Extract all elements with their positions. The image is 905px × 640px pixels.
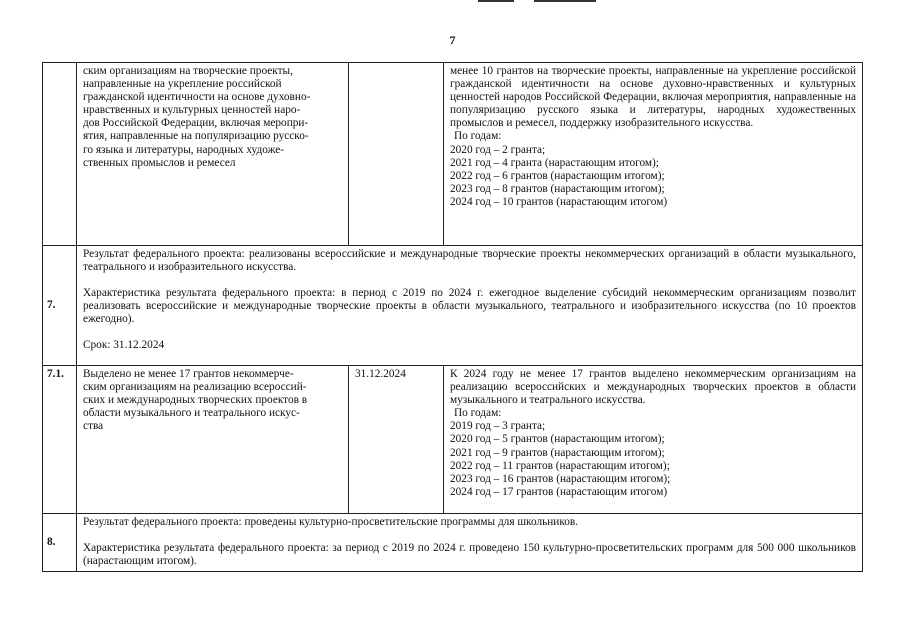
characteristic-text: менее 10 грантов на творческие проекты, направленные на укрепление российской гражданской идентичности на основе духовно-нравственных и культурных ценностей народов Российской Федерации, включая мероприятия, направленные на популяризацию русского языка и литературы, народных художественных промыслов и ремесел, поддержку изобразительного искусства. — [450, 65, 856, 130]
section-result: Результат федерального проекта: реализованы всероссийские и международные творческие проекты некоммерческих организаций в области музыкального, театрального и изобразительного искусства. — [83, 248, 856, 274]
year-item: 2023 год – 8 грантов (нарастающим итогом); — [450, 182, 665, 195]
by-years-label: По годам: — [454, 130, 502, 143]
result-line: дов Российской Федерации, включая меропри- — [83, 117, 309, 130]
year-item: 2022 год – 6 грантов (нарастающим итогом); — [450, 169, 665, 182]
result-line: гражданской идентичности на основе духовно- — [83, 91, 311, 104]
section-number: 7. — [43, 246, 77, 366]
results-table — [42, 62, 862, 572]
result-line: ства — [83, 420, 104, 433]
result-line: ских и международных творческих проектов в — [83, 394, 308, 407]
characteristic-cell — [444, 63, 863, 246]
characteristic-cell — [444, 366, 863, 514]
result-line: го языка и литературы, народных художе- — [83, 143, 285, 156]
result-line: нравственных и культурных ценностей наро- — [83, 104, 301, 117]
year-item: 2020 год – 2 гранта; — [450, 143, 546, 156]
deadline-cell — [349, 63, 444, 246]
result-line: ятия, направленные на популяризацию русско- — [83, 130, 309, 143]
section-deadline: Срок: 31.12.2024 — [83, 339, 165, 352]
result-cell — [77, 366, 349, 514]
top-mark-right — [534, 0, 596, 2]
table-row-section-8 — [43, 514, 863, 572]
result-line: Выделено не менее 17 грантов некоммерче- — [83, 368, 294, 380]
year-item: 2021 год – 4 гранта (нарастающим итогом); — [450, 156, 659, 169]
result-line: ским организациям на реализацию всероссий- — [83, 381, 307, 394]
section-number: 8. — [43, 514, 77, 572]
result-line: области музыкального и театрального искус- — [83, 407, 300, 420]
year-item: 2022 год – 11 грантов (нарастающим итогом); — [450, 459, 670, 472]
top-mark-left — [478, 0, 514, 2]
year-item: 2020 год – 5 грантов (нарастающим итогом); — [450, 433, 665, 446]
year-item: 2019 год – 3 гранта; — [450, 420, 546, 433]
by-years-label: По годам: — [454, 407, 502, 420]
section-characteristic: Характеристика результата федерального проекта: за период с 2019 по 2024 г. проведено 150 культурно-просветительских программ для 500 000 школьников (нарастающим итогом). — [83, 542, 856, 568]
page-number: 7 — [449, 33, 456, 47]
result-line: ским организациям на творческие проекты, — [83, 65, 293, 77]
row-number: 7.1. — [43, 366, 77, 514]
result-line: направленные на укрепление российской — [83, 78, 282, 91]
deadline-cell: 31.12.2024 — [349, 366, 444, 514]
section-characteristic: Характеристика результата федерального проекта: в период с 2019 по 2024 г. ежегодное выделение субсидий некоммерческим организациям позволит реализовать всероссийские и международные творческие проекты в области музыкального, театрального и изобразительного искусства (по 10 проектов ежегодно). — [83, 287, 856, 326]
table-row-7-1 — [43, 366, 863, 514]
characteristic-text: К 2024 году не менее 17 грантов выделено некоммерческим организациям на реализацию всероссийских и международных творческих проектов в области музыкального и театрального искусства. — [450, 368, 856, 407]
section-cell — [77, 246, 863, 366]
year-item: 2024 год – 10 грантов (нарастающим итогом) — [450, 195, 668, 208]
table-row-continuation — [43, 63, 863, 246]
year-item: 2021 год – 9 грантов (нарастающим итогом); — [450, 446, 665, 459]
row-number-cell — [43, 63, 77, 246]
year-item: 2023 год – 16 грантов (нарастающим итогом); — [450, 472, 671, 485]
result-cell — [77, 63, 349, 246]
year-item: 2024 год – 17 грантов (нарастающим итогом) — [450, 485, 668, 498]
table-row-section-7 — [43, 246, 863, 366]
section-cell — [77, 514, 863, 572]
section-result: Результат федерального проекта: проведены культурно-просветительские программы для школьников. — [83, 516, 579, 528]
result-line: ственных промыслов и ремесел — [83, 156, 236, 169]
